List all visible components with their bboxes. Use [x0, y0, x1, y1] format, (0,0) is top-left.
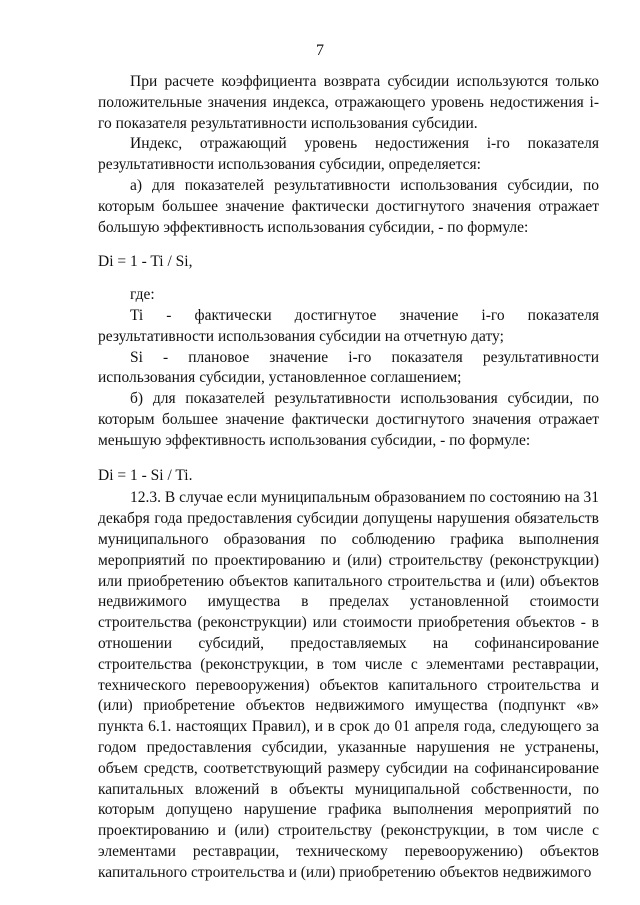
paragraph-positive-values: При расчете коэффициента возврата субсидии используются только положительные значения индекса, отражающего уровень недостижения i-го показателя результативности использования субсидии.	[98, 73, 599, 132]
document-body	[98, 72, 599, 883]
definition-ti: Ti - фактически достигнутое значение i-го показателя результативности использования субсидии на отчетную дату;	[98, 306, 599, 345]
where-label: где:	[130, 286, 155, 304]
paragraph-12-3: 12.3. В случае если муниципальным образованием по состоянию на 31 декабря года предоставления субсидии допущены нарушения обязательств муниципального образования по соблюдению графика выполнения мероприятий по проектированию и (или) строительству (реконструкции) или приобретению объектов капитального строительства и (или) объектов недвижимого имущества в пределах установленной стоимости строительства (реконструкции) или стоимости приобретения объектов - в отношении субсидий, предоставляемых на софинансирование строительства (реконструкции, в том числе с элементами реставрации, технического перевооружения) объектов капитального строительства и (или) приобретение объектов недвижимого имущества (подпункт «в» пункта 6.1. настоящих Правил), и в срок до 01 апреля года, следующего за годом предоставления субсидии, указанные нарушения не устранены, объем средств, соответствующий размеру субсидии на софинансирование капитальных вложений в объекты муниципальной собственности, по которым допущено нарушение графика выполнения мероприятий по проектированию и (или) строительству (реконструкции, в том числе с элементами реставрации, техническому перевооружению) объектов капитального строительства и (или) приобретению объектов недвижимого	[98, 489, 599, 881]
definition-si: Si - плановое значение i-го показателя результативности использования субсидии, установленное соглашением;	[98, 348, 599, 387]
formula-b: Di = 1 - Si / Ti.	[98, 466, 193, 484]
paragraph-index-definition: Индекс, отражающий уровень недостижения i-го показателя результативности использования субсидии, определяется:	[98, 135, 599, 174]
paragraph-case-b: б) для показателей результативности использования субсидии, по которым большее значение фактически достигнутого значения отражает меньшую эффективность использования субсидии, - по формуле:	[98, 390, 599, 449]
formula-a: Di = 1 - Ti / Si,	[98, 253, 193, 271]
page-number: 7	[316, 42, 324, 59]
paragraph-case-a: а) для показателей результативности использования субсидии, по которым большее значение фактически достигнутого значения отражает большую эффективность использования субсидии, - по формуле:	[98, 176, 599, 236]
